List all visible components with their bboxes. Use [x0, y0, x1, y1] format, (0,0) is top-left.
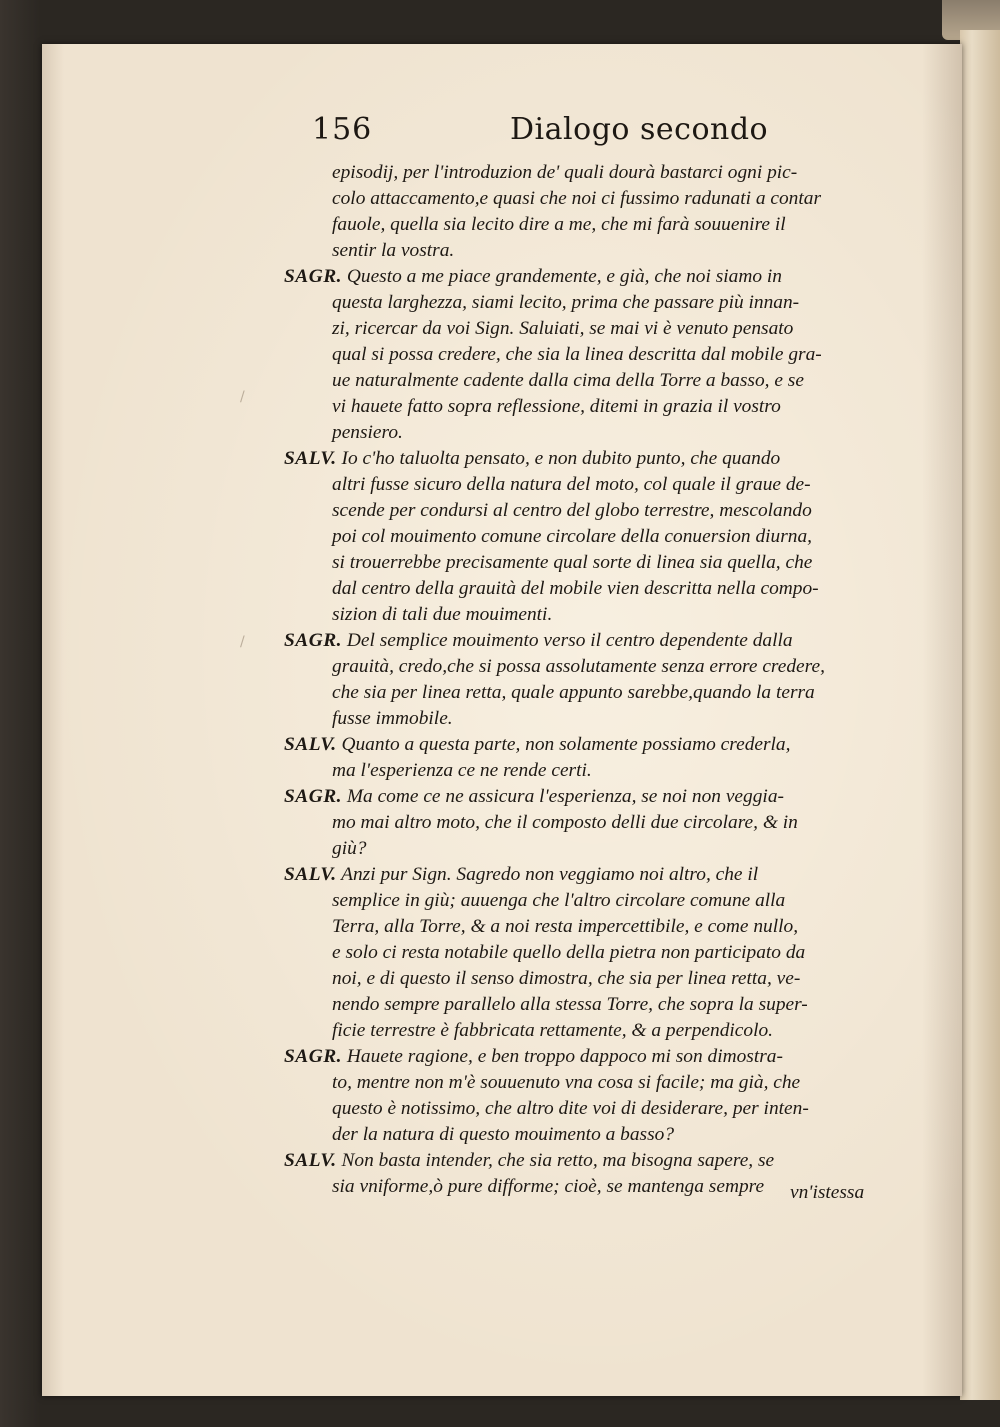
- text-line: [332, 888, 785, 913]
- text-line: [332, 1070, 800, 1095]
- line-text: e solo ci resta notabile quello della pietra non participato da: [332, 942, 806, 963]
- speaker-label: SAGR.: [284, 266, 343, 287]
- text-line: [332, 550, 812, 575]
- text-line: [332, 758, 592, 783]
- text-line: [332, 1096, 809, 1121]
- text-line: [284, 446, 780, 471]
- line-text: sentir la vostra.: [332, 240, 455, 261]
- line-text: mo mai altro moto, che il composto delli due circolare, & in: [332, 812, 798, 833]
- speaker-label: SAGR.: [284, 630, 343, 651]
- line-text: sia vniforme,ò pure difforme; cioè, se mantenga sempre: [332, 1176, 765, 1197]
- catchword: vn'istessa: [790, 1182, 865, 1203]
- line-text: episodij, per l'introduzion de' quali dourà bastarci ogni pic-: [332, 162, 798, 183]
- text-line: [284, 862, 758, 887]
- text-line: [332, 654, 825, 679]
- page-number: 156: [312, 112, 373, 147]
- text-line: [332, 290, 799, 315]
- text-line: [332, 680, 815, 705]
- line-text: grauità, credo,che si possa assolutamente senza errore credere,: [332, 656, 825, 677]
- text-line: [284, 784, 784, 809]
- page-header: [312, 112, 832, 158]
- line-text: Del semplice mouimento verso il centro dependente dalla: [346, 630, 793, 651]
- line-text: Non basta intender, che sia retto, ma bisogna sapere, se: [341, 1150, 775, 1171]
- line-text: zi, ricercar da voi Sign. Saluiati, se mai vi è venuto pensato: [332, 318, 794, 339]
- line-text: Terra, alla Torre, & a noi resta impercettibile, e come nullo,: [332, 916, 799, 937]
- line-text: Io c'ho taluolta pensato, e non dubito punto, che quando: [341, 448, 781, 469]
- line-text: questa larghezza, siami lecito, prima che passare più innan-: [332, 292, 800, 313]
- line-text: der la natura di questo mouimento a basso?: [332, 1124, 675, 1145]
- line-text: pensiero.: [332, 422, 403, 443]
- line-text: Hauete ragione, e ben troppo dappoco mi son dimostra-: [346, 1046, 783, 1067]
- margin-smudge: /: [240, 634, 245, 650]
- line-text: to, mentre non m'è souuenuto vna cosa si facile; ma già, che: [332, 1072, 801, 1093]
- text-line: [332, 1018, 773, 1043]
- text-line: [332, 940, 805, 965]
- text-line: [332, 472, 811, 497]
- line-text: qual si possa credere, che sia la linea descritta dal mobile gra-: [332, 344, 822, 365]
- text-line: [332, 238, 454, 263]
- line-text: questo è notissimo, che altro dite voi di desiderare, per inten-: [332, 1098, 809, 1119]
- line-text: ue naturalmente cadente dalla cima della Torre a basso, e se: [332, 370, 804, 391]
- text-line: [332, 368, 804, 393]
- text-line: [332, 706, 453, 731]
- speaker-label: SAGR.: [284, 786, 343, 807]
- text-line: [332, 1174, 764, 1199]
- line-text: Ma come ce ne assicura l'esperienza, se noi non veggia-: [346, 786, 784, 807]
- line-text: giù?: [332, 838, 367, 859]
- line-text: che sia per linea retta, quale appunto sarebbe,quando la terra: [332, 682, 815, 703]
- text-line: [284, 732, 790, 757]
- text-line: [332, 1122, 674, 1147]
- line-text: dal centro della grauità del mobile vien descritta nella compo-: [332, 578, 819, 599]
- facing-page-edge: [960, 30, 1000, 1400]
- line-text: Quanto a questa parte, non solamente possiamo crederla,: [341, 734, 791, 755]
- line-text: sizion di tali due mouimenti.: [332, 604, 553, 625]
- speaker-label: SALV.: [284, 448, 337, 469]
- line-text: fauole, quella sia lecito dire a me, che mi farà souuenire il: [332, 214, 786, 235]
- text-line: [284, 628, 793, 653]
- line-text: si trouerrebbe precisamente qual sorte di linea sia quella, che: [332, 552, 813, 573]
- text-line: [332, 186, 821, 211]
- text-line: [332, 602, 552, 627]
- text-line: [332, 160, 797, 185]
- line-text: altri fusse sicuro della natura del moto, col quale il graue de-: [332, 474, 811, 495]
- text-line: [332, 914, 798, 939]
- line-text: vi hauete fatto sopra reflessione, ditemi in grazia il vostro: [332, 396, 781, 417]
- line-text: poi col mouimento comune circolare della conuersion diurna,: [332, 526, 813, 547]
- speaker-label: SALV.: [284, 1150, 337, 1171]
- text-line: [332, 394, 781, 419]
- text-line: [332, 212, 786, 237]
- text-line: [332, 524, 812, 549]
- line-text: ma l'esperienza ce ne rende certi.: [332, 760, 592, 781]
- speaker-label: SAGR.: [284, 1046, 343, 1067]
- speaker-label: SALV.: [284, 864, 337, 885]
- running-title: Dialogo secondo: [510, 112, 769, 147]
- text-line: [284, 1044, 783, 1069]
- text-line: [332, 576, 819, 601]
- text-line: [332, 810, 798, 835]
- text-line: [332, 342, 822, 367]
- line-text: noi, e di questo il senso dimostra, che sia per linea retta, ve-: [332, 968, 801, 989]
- text-line: [332, 316, 793, 341]
- line-text: fusse immobile.: [332, 708, 453, 729]
- line-text: colo attaccamento,e quasi che noi ci fussimo radunati a contar: [332, 188, 822, 209]
- text-line: [332, 992, 808, 1017]
- text-line: [284, 264, 782, 289]
- line-text: Questo a me piace grandemente, e già, che noi siamo in: [346, 266, 782, 287]
- line-text: semplice in giù; auuenga che l'altro circolare comune alla: [332, 890, 786, 911]
- text-line: [332, 966, 800, 991]
- text-line: [332, 420, 403, 445]
- line-text: ficie terrestre è fabbricata rettamente, & a perpendicolo.: [332, 1020, 774, 1041]
- speaker-label: SALV.: [284, 734, 337, 755]
- line-text: scende per condursi al centro del globo terrestre, mescolando: [332, 500, 812, 521]
- line-text: nendo sempre parallelo alla stessa Torre, che sopra la super-: [332, 994, 808, 1015]
- margin-smudge: /: [240, 389, 245, 405]
- text-line: [332, 836, 366, 861]
- text-line: [284, 1148, 774, 1173]
- text-line: [332, 498, 812, 523]
- line-text: Anzi pur Sign. Sagredo non veggiamo noi altro, che il: [341, 864, 759, 885]
